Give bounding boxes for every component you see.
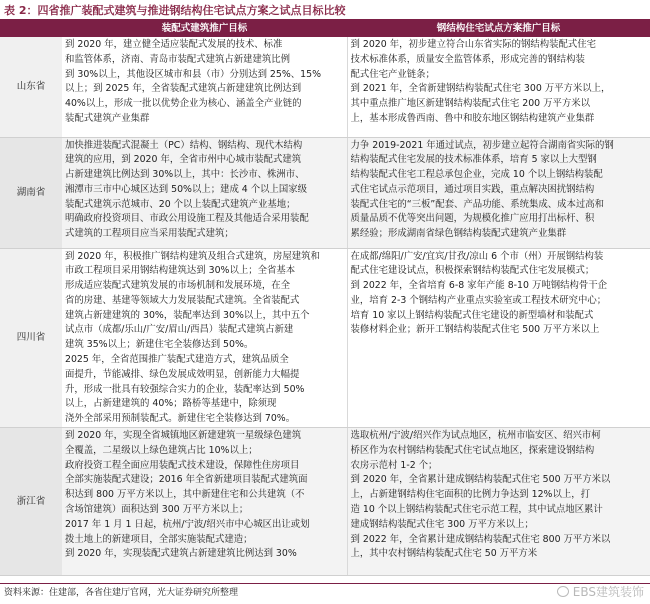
cell-text-line: 农房示范村 1-2 个； bbox=[350, 459, 438, 471]
header-province bbox=[0, 21, 62, 37]
cell-text-line: 积达到 800 万平方米以上，其中新建住宅和公共建筑（不 bbox=[65, 489, 305, 501]
cell-text-line: 升，形成一批具有较强综合实力的企业，装配率达到 50% bbox=[65, 383, 305, 395]
cell-text-line: 上，占新建钢结构住宅面积的比例力争达到 12%以上，打 bbox=[350, 489, 590, 501]
table-title: 表 2：四省推广装配式建筑与推进钢结构住宅试点方案之试点目标比较 bbox=[4, 4, 346, 17]
cell-text-line: 明确政府投资项目、市政公用设施工程及其他适合采用装配 bbox=[65, 213, 309, 225]
table-header-row bbox=[0, 21, 650, 37]
table-row bbox=[0, 37, 650, 137]
header-steel-goals: 钢结构住宅试点方案推广目标 bbox=[347, 21, 650, 37]
prefab-goal-cell bbox=[62, 137, 347, 248]
watermark bbox=[557, 583, 644, 600]
cell-text-line: 装配式建筑产业集群 bbox=[65, 112, 150, 124]
source-note: 资料来源：住建部，各省住建厅官网，光大证券研究所整理 bbox=[4, 588, 239, 598]
comparison-table bbox=[0, 21, 650, 576]
steel-goal-cell bbox=[347, 248, 650, 428]
header-prefab-goals: 装配式建筑推广目标 bbox=[62, 21, 347, 37]
cell-text-line: 在成都/绵阳/广安/宜宾/甘孜/凉山 6 个市（州）开展钢结构装 bbox=[350, 250, 604, 262]
cell-text-line: 建成钢结构装配式住宅 300 万平方米以上； bbox=[350, 518, 534, 530]
cell-text-line: 质量品质不优等突出问题，为规模化推广应用打出标杆、积 bbox=[350, 213, 595, 225]
cell-text-line: 到 30%以上，其他设区城市和县（市）分别达到 25%、15% bbox=[65, 68, 321, 80]
cell-text-line: 加快推进装配式混凝土（PC）结构、钢结构、现代木结构 bbox=[65, 139, 303, 151]
prefab-goal-cell bbox=[62, 37, 347, 137]
cell-text-line: 业，培育 2-3 个钢结构产业重点实验室或工程技术研究中心； bbox=[350, 294, 607, 306]
cell-text-line: 结构装配式住宅发展的技术标准体系，培育 5 家以上大型钢 bbox=[350, 154, 597, 166]
cell-text-line: 结构装配式住宅工程总承包企业，完成 10 个以上钢结构装配 bbox=[350, 169, 603, 181]
cell-text-line: 装修材料企业；新开工钢结构装配式住宅 500 万平方米以上 bbox=[350, 324, 600, 336]
footer-divider bbox=[0, 583, 650, 584]
cell-text-line: 建筑 35%以上；新建住宅全装修达到 50%。 bbox=[65, 339, 254, 351]
table-row bbox=[0, 137, 650, 248]
cell-text-line: 全部实施装配式建设；2016 年全省新建项目装配式建筑面 bbox=[65, 474, 308, 486]
cell-text-line: 2025 年，全省范围推广装配式建造方式，建筑品质全 bbox=[65, 354, 289, 366]
cell-text-line: 力争 2019-2021 年通过试点，初步建立起符合湖南省实际的钢 bbox=[350, 139, 614, 151]
cell-text-line: 到 2022 年，全省累计建成钢结构装配式住宅 800 万平方米以 bbox=[350, 533, 611, 545]
cell-text-line: 装配式建筑示范城市、20 个以上装配式建筑产业基地； bbox=[65, 198, 296, 210]
cell-text-line: 拨土地上的新建项目，全部实施装配式建造； bbox=[65, 533, 253, 545]
cell-text-line: 建筑占新建建筑的 30%，装配率达到 30%以上，其中五个 bbox=[65, 309, 310, 321]
cell-text-line: 以上，占新建建筑的 40%；路桥等基建中，除须现 bbox=[65, 398, 277, 410]
cell-text-line: 2017 年 1 月 1 日起，杭州/宁波/绍兴市中心城区出让或划 bbox=[65, 518, 310, 530]
cell-text-line: 40%以上，形成一批以优势企业为核心、涵盖全产业链的 bbox=[65, 98, 302, 110]
cell-text-line: 技术标准体系，质量安全监管体系，形成完善的钢结构装 bbox=[350, 53, 585, 65]
cell-text-line: 到 2020 年，实现全省城镇地区新建建筑一星级绿色建筑 bbox=[65, 430, 302, 442]
province-cell: 四川省 bbox=[0, 248, 62, 428]
prefab-goal-cell bbox=[62, 248, 347, 428]
cell-text-line: 桥区作为农村钢结构装配式住宅试点地区，探索建设钢结构 bbox=[350, 444, 595, 456]
steel-goal-cell bbox=[347, 428, 650, 576]
cell-text-line: 到 2020 年，建立健全适应装配式发展的技术、标准 bbox=[65, 39, 283, 50]
cell-text-line: 配式住宅产业链条； bbox=[350, 68, 435, 80]
cell-text-line: 装配式住宅的“三板”配套、产品功能、系统集成、成本过高和 bbox=[350, 198, 604, 210]
cell-text-line: 形成适应装配式建筑发展的市场机制和发展环境，在全 bbox=[65, 280, 291, 292]
steel-goal-cell bbox=[347, 37, 650, 137]
cell-text-line: 其中重点推广地区新建钢结构装配式住宅 200 万平方米以 bbox=[350, 98, 590, 110]
province-cell: 浙江省 bbox=[0, 428, 62, 576]
cell-text-line: 浇外全部采用预制装配式。新建住宅全装修达到 70%。 bbox=[65, 413, 296, 425]
cell-text-line: 和监管体系，济南、青岛市装配式建筑占新建建筑比例 bbox=[65, 53, 291, 65]
cell-text-line: 配式住宅建设试点，积极探索钢结构装配式住宅发展模式； bbox=[350, 265, 595, 277]
table-row bbox=[0, 248, 650, 428]
cell-text-line: 上，基本形成鲁西南、鲁中和胶东地区钢结构建筑产业集群 bbox=[350, 112, 595, 124]
cell-text-line: 面提升，节能减排、绿色发展成效明显，创新能力大幅提 bbox=[65, 368, 300, 380]
cell-text-line: 试点市（成都/乐山/广安/眉山/西昌）装配式建筑占新建 bbox=[65, 324, 294, 336]
wechat-icon bbox=[557, 586, 569, 597]
cell-text-line: 培育 10 家以上钢结构装配式住宅建设的新型墙材和装配式 bbox=[350, 309, 594, 321]
table-row bbox=[0, 428, 650, 576]
cell-text-line: 到 2022 年，全省培育 6-8 家年产能 8-10 万吨钢结构骨干企 bbox=[350, 280, 607, 292]
cell-text-line: 到 2021 年，全省新建钢结构装配式住宅 300 万平方米以上， bbox=[350, 83, 611, 95]
cell-text-line: 占新建建筑比例达到 30%以上，其中：长沙市、株洲市、 bbox=[65, 169, 305, 181]
cell-text-line: 市政工程项目采用钢结构建筑达到 30%以上；全省基本 bbox=[65, 265, 296, 277]
watermark-text: EBS建筑装饰 bbox=[572, 585, 644, 599]
cell-text-line: 到 2020 年，积极推广钢结构建筑及组合式建筑，房屋建筑和 bbox=[65, 250, 320, 262]
province-cell: 山东省 bbox=[0, 37, 62, 137]
cell-text-line: 政府投资工程全面应用装配式技术建设，保障性住房项目 bbox=[65, 459, 300, 471]
cell-text-line: 选取杭州/宁波/绍兴作为试点地区，杭州市临安区、绍兴市柯 bbox=[350, 430, 601, 442]
prefab-goal-cell bbox=[62, 428, 347, 576]
cell-text-line: 以上；到 2025 年，全省装配式建筑占新建建筑比例达到 bbox=[65, 83, 302, 95]
table-body bbox=[0, 37, 650, 576]
cell-text-line: 累经验；形成湖南省绿色钢结构装配式建筑产业集群 bbox=[350, 228, 567, 240]
cell-text-line: 全覆盖，二星级以上绿色建筑占比 10%以上； bbox=[65, 444, 258, 456]
cell-text-line: 湘潭市三市中心城区达到 50%以上；建成 4 个以上国家级 bbox=[65, 183, 307, 195]
cell-text-line: 到 2020 年，全省累计建成钢结构装配式住宅 500 万平方米以 bbox=[350, 474, 611, 486]
cell-text-line: 上，其中农村钢结构装配式住宅 50 万平方米 bbox=[350, 548, 538, 560]
cell-text-line: 式住宅试点示范项目，通过项目实践，重点解决困扰钢结构 bbox=[350, 183, 595, 195]
province-cell: 湖南省 bbox=[0, 137, 62, 248]
cell-text-line: 到 2020 年，初步建立符合山东省实际的钢结构装配式住宅 bbox=[350, 39, 596, 50]
cell-text-line: 式建筑的工程项目应当采用装配式建筑； bbox=[65, 228, 234, 240]
steel-goal-cell bbox=[347, 137, 650, 248]
cell-text-line: 建筑的应用，到 2020 年，全省市州中心城市装配式建筑 bbox=[65, 154, 302, 166]
cell-text-line: 省的房建、基建等领域大力发展装配式建筑。全省装配式 bbox=[65, 294, 300, 306]
cell-text-line: 含场馆建筑）面积达到 300 万平方米以上； bbox=[65, 504, 249, 516]
cell-text-line: 到 2020 年，实现装配式建筑占新建建筑比例达到 30% bbox=[65, 548, 297, 560]
cell-text-line: 造 10 个以上钢结构装配式住宅示范工程，其中试点地区累计 bbox=[350, 504, 603, 516]
